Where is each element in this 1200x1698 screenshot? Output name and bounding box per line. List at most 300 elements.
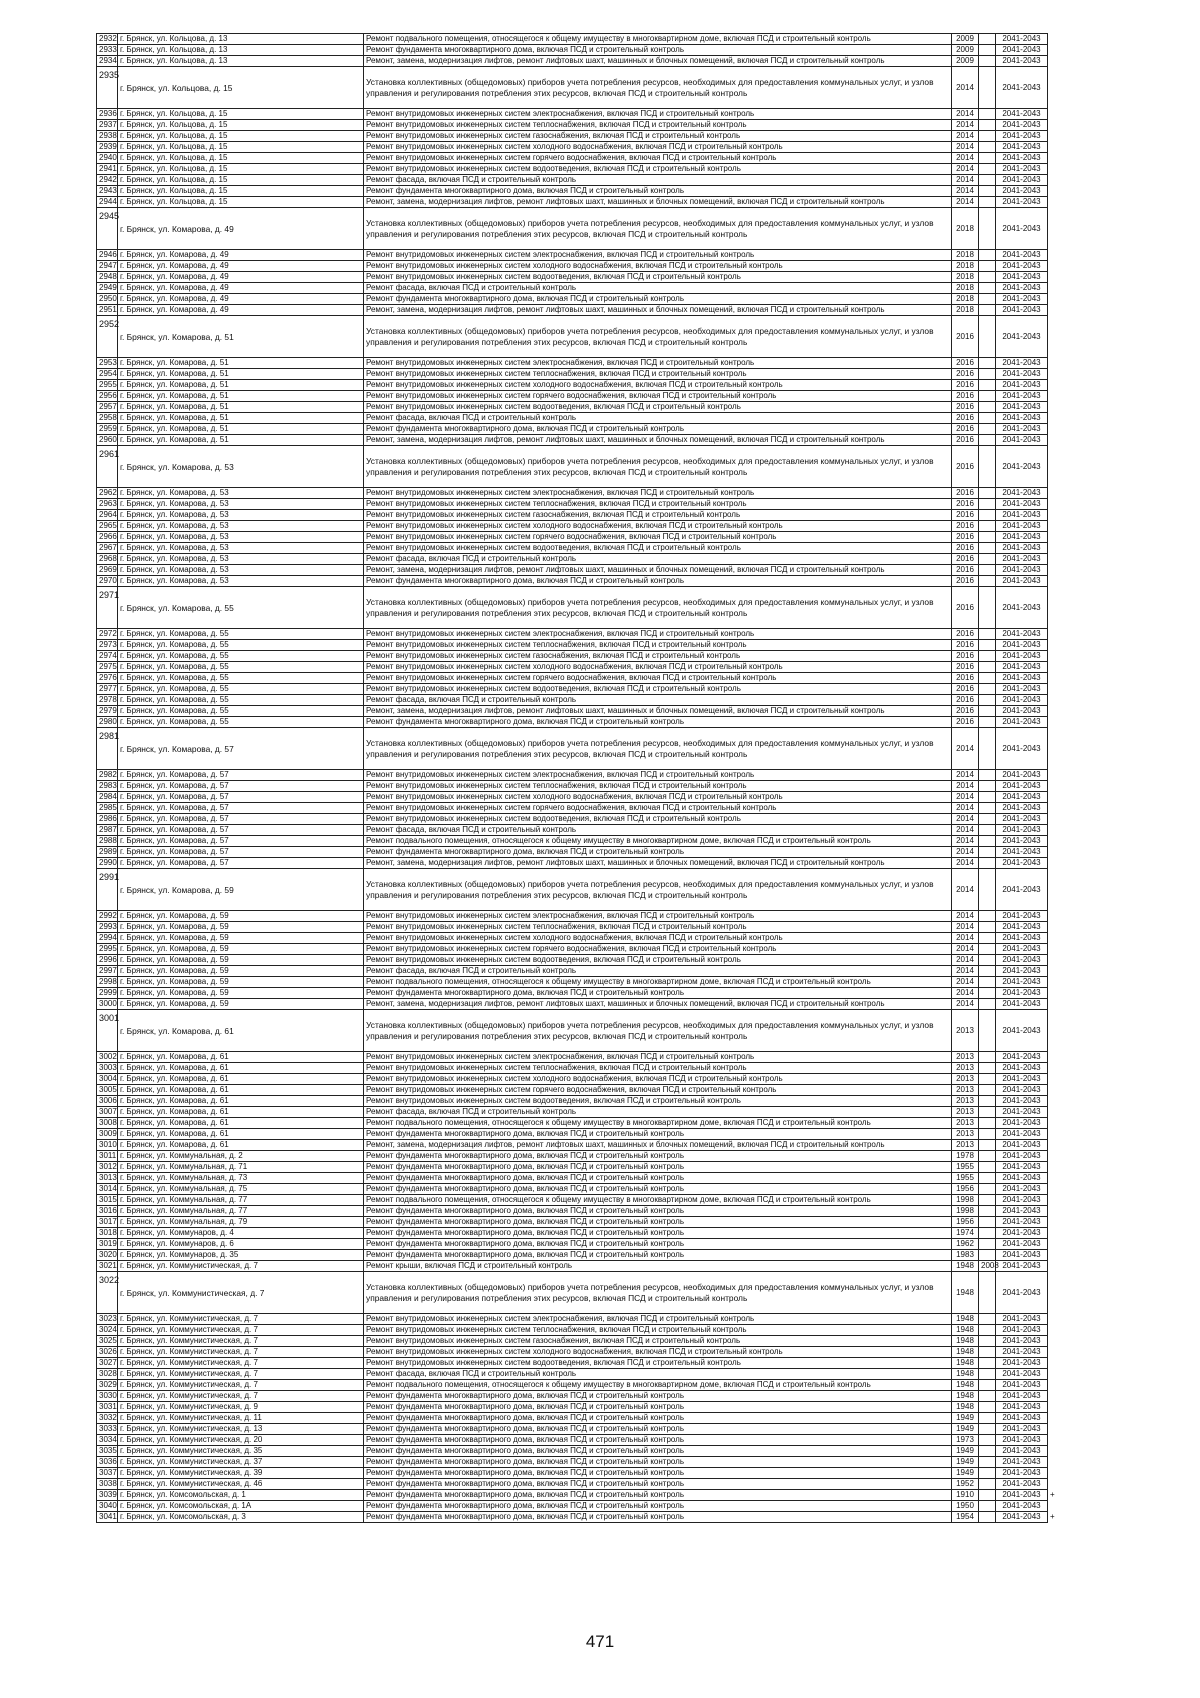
- margin-mark-cell: [1048, 186, 1157, 197]
- work-type-cell: Установка коллективных (общедомовых) приборов учета потребления ресурсов, необходимых для предоставления коммунальных услуг, и узлов управления и регулирования потребления этих ресурсов, включая ПСД и строительный контроль: [364, 728, 952, 770]
- margin-mark-cell: [1048, 1184, 1157, 1195]
- address-cell: г. Брянск, ул. Коммунистическая, д. 7: [118, 1380, 364, 1391]
- table-row: [97, 1435, 1157, 1446]
- address-cell: г. Брянск, ул. Коммунальная, д. 71: [118, 1162, 364, 1173]
- row-number-cell: 3030: [97, 1391, 118, 1402]
- margin-mark-cell: [1048, 45, 1157, 56]
- work-type-cell: Ремонт внутридомовых инженерных систем электроснабжения, включая ПСД и строительный контроль: [364, 1052, 952, 1063]
- address-cell: г. Брянск, ул. Кольцова, д. 15: [118, 120, 364, 131]
- planned-period-cell: 2041-2043: [996, 1151, 1048, 1162]
- repair-year-cell: [979, 1347, 996, 1358]
- build-year-cell: 1974: [952, 1228, 979, 1239]
- address-cell: г. Брянск, ул. Коммунальная, д. 77: [118, 1206, 364, 1217]
- work-type-cell: Ремонт внутридомовых инженерных систем холодного водоснабжения, включая ПСД и строительный контроль: [364, 521, 952, 532]
- margin-mark-cell: [1048, 814, 1157, 825]
- work-type-cell: Установка коллективных (общедомовых) приборов учета потребления ресурсов, необходимых для предоставления коммунальных услуг, и узлов управления и регулирования потребления этих ресурсов, включая ПСД и строительный контроль: [364, 67, 952, 109]
- build-year-cell: 1948: [952, 1402, 979, 1413]
- work-type-cell: Ремонт внутридомовых инженерных систем горячего водоснабжения, включая ПСД и строительный контроль: [364, 944, 952, 955]
- row-number-cell: 3000: [97, 999, 118, 1010]
- row-number-cell: 3022: [97, 1272, 118, 1314]
- table-row: [97, 1107, 1157, 1118]
- work-type-cell: Ремонт фасада, включая ПСД и строительный контроль: [364, 554, 952, 565]
- row-number-cell: 2997: [97, 966, 118, 977]
- row-number-cell: 3005: [97, 1085, 118, 1096]
- address-cell: г. Брянск, ул. Комарова, д. 51: [118, 402, 364, 413]
- margin-mark-cell: [1048, 1151, 1157, 1162]
- build-year-cell: 1956: [952, 1217, 979, 1228]
- build-year-cell: 2018: [952, 272, 979, 283]
- address-cell: г. Брянск, ул. Комарова, д. 59: [118, 988, 364, 999]
- work-type-cell: Ремонт внутридомовых инженерных систем холодного водоснабжения, включая ПСД и строительный контроль: [364, 380, 952, 391]
- work-type-cell: Ремонт внутридомовых инженерных систем теплоснабжения, включая ПСД и строительный контроль: [364, 922, 952, 933]
- build-year-cell: 2013: [952, 1052, 979, 1063]
- repair-year-cell: [979, 446, 996, 488]
- work-type-cell: Ремонт фундамента многоквартирного дома, включая ПСД и строительный контроль: [364, 576, 952, 587]
- planned-period-cell: 2041-2043: [996, 684, 1048, 695]
- work-type-cell: Ремонт внутридомовых инженерных систем электроснабжения, включая ПСД и строительный контроль: [364, 770, 952, 781]
- planned-period-cell: 2041-2043: [996, 1228, 1048, 1239]
- row-number-cell: 3036: [97, 1457, 118, 1468]
- build-year-cell: 2013: [952, 1085, 979, 1096]
- build-year-cell: 2016: [952, 554, 979, 565]
- repair-year-cell: [979, 1239, 996, 1250]
- repair-year-cell: [979, 1217, 996, 1228]
- margin-mark-cell: [1048, 922, 1157, 933]
- repair-year-cell: [979, 988, 996, 999]
- address-cell: г. Брянск, ул. Комарова, д. 49: [118, 283, 364, 294]
- planned-period-cell: 2041-2043: [996, 1162, 1048, 1173]
- address-cell: г. Брянск, ул. Комарова, д. 57: [118, 814, 364, 825]
- planned-period-cell: 2041-2043: [996, 153, 1048, 164]
- work-type-cell: Ремонт внутридомовых инженерных систем электроснабжения, включая ПСД и строительный контроль: [364, 911, 952, 922]
- repair-year-cell: [979, 966, 996, 977]
- table-row: [97, 1239, 1157, 1250]
- work-type-cell: Ремонт внутридомовых инженерных систем электроснабжения, включая ПСД и строительный контроль: [364, 250, 952, 261]
- table-row: [97, 1446, 1157, 1457]
- work-type-cell: Ремонт внутридомовых инженерных систем горячего водоснабжения, включая ПСД и строительный контроль: [364, 391, 952, 402]
- planned-period-cell: 2041-2043: [996, 1512, 1048, 1523]
- work-type-cell: Ремонт внутридомовых инженерных систем водоотведения, включая ПСД и строительный контроль: [364, 164, 952, 175]
- row-number-cell: 2948: [97, 272, 118, 283]
- row-number-cell: 2979: [97, 706, 118, 717]
- work-type-cell: Ремонт фундамента многоквартирного дома, включая ПСД и строительный контроль: [364, 1206, 952, 1217]
- margin-mark-cell: [1048, 358, 1157, 369]
- table-row: [97, 1217, 1157, 1228]
- margin-mark-cell: [1048, 1369, 1157, 1380]
- repair-year-cell: [979, 662, 996, 673]
- margin-mark-cell: [1048, 413, 1157, 424]
- margin-mark-cell: [1048, 435, 1157, 446]
- build-year-cell: 1948: [952, 1380, 979, 1391]
- table-row: [97, 922, 1157, 933]
- build-year-cell: 2009: [952, 56, 979, 67]
- work-type-cell: Ремонт фундамента многоквартирного дома, включая ПСД и строительный контроль: [364, 424, 952, 435]
- repair-year-cell: [979, 1118, 996, 1129]
- build-year-cell: 2013: [952, 1010, 979, 1052]
- margin-mark-cell: [1048, 131, 1157, 142]
- margin-mark-cell: [1048, 803, 1157, 814]
- margin-mark-cell: [1048, 988, 1157, 999]
- registry-sheet: [96, 33, 1156, 1523]
- work-type-cell: Ремонт подвального помещения, относящегося к общему имуществу в многоквартирном доме, включая ПСД и строительный контроль: [364, 1195, 952, 1206]
- work-type-cell: Ремонт, замена, модернизация лифтов, ремонт лифтовых шахт, машинных и блочных помещений, включая ПСД и строительный контроль: [364, 305, 952, 316]
- repair-year-cell: [979, 186, 996, 197]
- repair-year-cell: [979, 435, 996, 446]
- margin-mark-cell: [1048, 272, 1157, 283]
- row-number-cell: 2983: [97, 781, 118, 792]
- row-number-cell: 3026: [97, 1347, 118, 1358]
- work-type-cell: Ремонт фундамента многоквартирного дома, включая ПСД и строительный контроль: [364, 1512, 952, 1523]
- build-year-cell: 2016: [952, 446, 979, 488]
- margin-mark-cell: [1048, 911, 1157, 922]
- table-row: [97, 435, 1157, 446]
- table-body: [97, 34, 1157, 1523]
- planned-period-cell: 2041-2043: [996, 629, 1048, 640]
- row-number-cell: 3029: [97, 1380, 118, 1391]
- build-year-cell: 2014: [952, 728, 979, 770]
- work-type-cell: Ремонт фундамента многоквартирного дома, включая ПСД и строительный контроль: [364, 1424, 952, 1435]
- planned-period-cell: 2041-2043: [996, 1391, 1048, 1402]
- work-type-cell: Ремонт, замена, модернизация лифтов, ремонт лифтовых шахт, машинных и блочных помещений, включая ПСД и строительный контроль: [364, 1140, 952, 1151]
- margin-mark-cell: [1048, 283, 1157, 294]
- work-type-cell: Ремонт внутридомовых инженерных систем электроснабжения, включая ПСД и строительный контроль: [364, 1314, 952, 1325]
- build-year-cell: 2016: [952, 629, 979, 640]
- build-year-cell: 1948: [952, 1369, 979, 1380]
- row-number-cell: 2937: [97, 120, 118, 131]
- address-cell: г. Брянск, ул. Комарова, д. 51: [118, 413, 364, 424]
- work-type-cell: Установка коллективных (общедомовых) приборов учета потребления ресурсов, необходимых для предоставления коммунальных услуг, и узлов управления и регулирования потребления этих ресурсов, включая ПСД и строительный контроль: [364, 869, 952, 911]
- address-cell: г. Брянск, ул. Кольцова, д. 13: [118, 56, 364, 67]
- planned-period-cell: 2041-2043: [996, 858, 1048, 869]
- work-type-cell: Ремонт внутридомовых инженерных систем горячего водоснабжения, включая ПСД и строительный контроль: [364, 673, 952, 684]
- build-year-cell: 2014: [952, 858, 979, 869]
- repair-year-cell: [979, 1206, 996, 1217]
- build-year-cell: 2016: [952, 651, 979, 662]
- work-type-cell: Ремонт внутридомовых инженерных систем водоотведения, включая ПСД и строительный контроль: [364, 272, 952, 283]
- row-number-cell: 3018: [97, 1228, 118, 1239]
- address-cell: г. Брянск, ул. Комарова, д. 51: [118, 391, 364, 402]
- planned-period-cell: 2041-2043: [996, 316, 1048, 358]
- repair-year-cell: [979, 1195, 996, 1206]
- margin-mark-cell: [1048, 250, 1157, 261]
- table-row: [97, 1162, 1157, 1173]
- address-cell: г. Брянск, ул. Коммунистическая, д. 7: [118, 1314, 364, 1325]
- table-row: [97, 305, 1157, 316]
- build-year-cell: 2016: [952, 435, 979, 446]
- table-row: [97, 510, 1157, 521]
- address-cell: г. Брянск, ул. Коммунистическая, д. 9: [118, 1402, 364, 1413]
- address-cell: г. Брянск, ул. Коммунистическая, д. 13: [118, 1424, 364, 1435]
- repair-year-cell: [979, 56, 996, 67]
- margin-mark-cell: [1048, 1140, 1157, 1151]
- margin-mark-cell: [1048, 1325, 1157, 1336]
- row-number-cell: 2939: [97, 142, 118, 153]
- margin-mark-cell: [1048, 488, 1157, 499]
- repair-year-cell: [979, 45, 996, 56]
- address-cell: г. Брянск, ул. Комарова, д. 53: [118, 532, 364, 543]
- table-row: [97, 261, 1157, 272]
- planned-period-cell: 2041-2043: [996, 175, 1048, 186]
- margin-mark-cell: [1048, 1314, 1157, 1325]
- table-row: [97, 283, 1157, 294]
- margin-mark-cell: [1048, 1239, 1157, 1250]
- repair-year-cell: [979, 1085, 996, 1096]
- margin-mark-cell: [1048, 662, 1157, 673]
- work-type-cell: Ремонт фасада, включая ПСД и строительный контроль: [364, 1107, 952, 1118]
- build-year-cell: 2013: [952, 1118, 979, 1129]
- table-row: [97, 67, 1157, 109]
- address-cell: г. Брянск, ул. Комарова, д. 51: [118, 369, 364, 380]
- row-number-cell: 2978: [97, 695, 118, 706]
- planned-period-cell: 2041-2043: [996, 1325, 1048, 1336]
- address-cell: г. Брянск, ул. Коммунистическая, д. 35: [118, 1446, 364, 1457]
- build-year-cell: 2014: [952, 781, 979, 792]
- planned-period-cell: 2041-2043: [996, 640, 1048, 651]
- row-number-cell: 3010: [97, 1140, 118, 1151]
- repair-year-cell: [979, 120, 996, 131]
- build-year-cell: 2014: [952, 836, 979, 847]
- row-number-cell: 3013: [97, 1173, 118, 1184]
- row-number-cell: 2985: [97, 803, 118, 814]
- address-cell: г. Брянск, ул. Комарова, д. 55: [118, 684, 364, 695]
- row-number-cell: 2954: [97, 369, 118, 380]
- work-type-cell: Ремонт фундамента многоквартирного дома, включая ПСД и строительный контроль: [364, 1490, 952, 1501]
- table-row: [97, 1512, 1157, 1523]
- build-year-cell: 2013: [952, 1063, 979, 1074]
- repair-year-cell: [979, 1010, 996, 1052]
- table-row: [97, 1314, 1157, 1325]
- work-type-cell: Ремонт внутридомовых инженерных систем водоотведения, включая ПСД и строительный контроль: [364, 684, 952, 695]
- row-number-cell: 2969: [97, 565, 118, 576]
- row-number-cell: 3038: [97, 1479, 118, 1490]
- table-row: [97, 673, 1157, 684]
- margin-mark-cell: [1048, 1468, 1157, 1479]
- repair-year-cell: [979, 294, 996, 305]
- work-type-cell: Ремонт подвального помещения, относящегося к общему имуществу в многоквартирном доме, включая ПСД и строительный контроль: [364, 1118, 952, 1129]
- row-number-cell: 2938: [97, 131, 118, 142]
- repair-year-cell: [979, 1501, 996, 1512]
- work-type-cell: Ремонт фундамента многоквартирного дома, включая ПСД и строительный контроль: [364, 1457, 952, 1468]
- planned-period-cell: 2041-2043: [996, 651, 1048, 662]
- row-number-cell: 3020: [97, 1250, 118, 1261]
- row-number-cell: 2962: [97, 488, 118, 499]
- table-row: [97, 175, 1157, 186]
- repair-year-cell: [979, 543, 996, 554]
- address-cell: г. Брянск, ул. Комарова, д. 49: [118, 261, 364, 272]
- work-type-cell: Ремонт внутридомовых инженерных систем горячего водоснабжения, включая ПСД и строительный контроль: [364, 1085, 952, 1096]
- repair-year-cell: [979, 1413, 996, 1424]
- work-type-cell: Ремонт фундамента многоквартирного дома, включая ПСД и строительный контроль: [364, 1217, 952, 1228]
- table-row: [97, 1457, 1157, 1468]
- margin-mark-cell: [1048, 858, 1157, 869]
- margin-mark-cell: [1048, 67, 1157, 109]
- build-year-cell: 2014: [952, 153, 979, 164]
- work-type-cell: Ремонт внутридомовых инженерных систем холодного водоснабжения, включая ПСД и строительный контроль: [364, 933, 952, 944]
- build-year-cell: 2009: [952, 45, 979, 56]
- planned-period-cell: 2041-2043: [996, 272, 1048, 283]
- address-cell: г. Брянск, ул. Комарова, д. 59: [118, 955, 364, 966]
- address-cell: г. Брянск, ул. Коммунистическая, д. 20: [118, 1435, 364, 1446]
- build-year-cell: 2018: [952, 250, 979, 261]
- address-cell: г. Брянск, ул. Комарова, д. 59: [118, 999, 364, 1010]
- table-row: [97, 369, 1157, 380]
- build-year-cell: 2013: [952, 1096, 979, 1107]
- build-year-cell: 1948: [952, 1314, 979, 1325]
- build-year-cell: 2016: [952, 424, 979, 435]
- repair-year-cell: [979, 1468, 996, 1479]
- repair-year-cell: [979, 1512, 996, 1523]
- repair-year-cell: [979, 175, 996, 186]
- row-number-cell: 3006: [97, 1096, 118, 1107]
- margin-mark-cell: [1048, 825, 1157, 836]
- row-number-cell: 3037: [97, 1468, 118, 1479]
- planned-period-cell: 2041-2043: [996, 402, 1048, 413]
- build-year-cell: 2016: [952, 717, 979, 728]
- margin-mark-cell: [1048, 1195, 1157, 1206]
- build-year-cell: 1948: [952, 1358, 979, 1369]
- repair-year-cell: [979, 413, 996, 424]
- work-type-cell: Ремонт фасада, включая ПСД и строительный контроль: [364, 825, 952, 836]
- build-year-cell: 2016: [952, 499, 979, 510]
- planned-period-cell: 2041-2043: [996, 1261, 1048, 1272]
- address-cell: г. Брянск, ул. Комарова, д. 55: [118, 662, 364, 673]
- table-row: [97, 197, 1157, 208]
- margin-mark-cell: [1048, 1107, 1157, 1118]
- table-row: [97, 1272, 1157, 1314]
- address-cell: г. Брянск, ул. Комарова, д. 61: [118, 1010, 364, 1052]
- planned-period-cell: 2041-2043: [996, 510, 1048, 521]
- planned-period-cell: 2041-2043: [996, 847, 1048, 858]
- build-year-cell: 2018: [952, 294, 979, 305]
- margin-mark-cell: [1048, 629, 1157, 640]
- row-number-cell: 2947: [97, 261, 118, 272]
- work-type-cell: Ремонт фундамента многоквартирного дома, включая ПСД и строительный контроль: [364, 294, 952, 305]
- planned-period-cell: 2041-2043: [996, 1424, 1048, 1435]
- address-cell: г. Брянск, ул. Комарова, д. 57: [118, 847, 364, 858]
- repair-year-cell: [979, 358, 996, 369]
- work-type-cell: Ремонт, замена, модернизация лифтов, ремонт лифтовых шахт, машинных и блочных помещений, включая ПСД и строительный контроль: [364, 706, 952, 717]
- planned-period-cell: 2041-2043: [996, 1129, 1048, 1140]
- row-number-cell: 2996: [97, 955, 118, 966]
- work-type-cell: Ремонт внутридомовых инженерных систем холодного водоснабжения, включая ПСД и строительный контроль: [364, 1347, 952, 1358]
- repair-year-cell: [979, 695, 996, 706]
- planned-period-cell: 2041-2043: [996, 1457, 1048, 1468]
- repair-year-cell: [979, 1402, 996, 1413]
- work-type-cell: Ремонт фасада, включая ПСД и строительный контроль: [364, 413, 952, 424]
- row-number-cell: 2986: [97, 814, 118, 825]
- repair-year-cell: [979, 1162, 996, 1173]
- repair-year-cell: [979, 1129, 996, 1140]
- address-cell: г. Брянск, ул. Кольцова, д. 13: [118, 34, 364, 45]
- repair-year-cell: [979, 1184, 996, 1195]
- build-year-cell: 1952: [952, 1479, 979, 1490]
- margin-mark-cell: [1048, 369, 1157, 380]
- table-row: [97, 944, 1157, 955]
- address-cell: г. Брянск, ул. Комарова, д. 49: [118, 294, 364, 305]
- planned-period-cell: 2041-2043: [996, 413, 1048, 424]
- margin-mark-cell: [1048, 153, 1157, 164]
- build-year-cell: 2016: [952, 391, 979, 402]
- planned-period-cell: 2041-2043: [996, 369, 1048, 380]
- table-row: [97, 1118, 1157, 1129]
- repair-year-cell: [979, 836, 996, 847]
- address-cell: г. Брянск, ул. Коммунальная, д. 77: [118, 1195, 364, 1206]
- table-row: [97, 1380, 1157, 1391]
- work-type-cell: Ремонт внутридомовых инженерных систем газоснабжения, включая ПСД и строительный контроль: [364, 131, 952, 142]
- repair-year-cell: 2008: [979, 1261, 996, 1272]
- planned-period-cell: 2041-2043: [996, 576, 1048, 587]
- row-number-cell: 2941: [97, 164, 118, 175]
- planned-period-cell: 2041-2043: [996, 521, 1048, 532]
- build-year-cell: 2014: [952, 944, 979, 955]
- row-number-cell: 3024: [97, 1325, 118, 1336]
- table-row: [97, 1096, 1157, 1107]
- work-type-cell: Ремонт внутридомовых инженерных систем теплоснабжения, включая ПСД и строительный контроль: [364, 640, 952, 651]
- work-type-cell: Установка коллективных (общедомовых) приборов учета потребления ресурсов, необходимых для предоставления коммунальных услуг, и узлов управления и регулирования потребления этих ресурсов, включая ПСД и строительный контроль: [364, 208, 952, 250]
- address-cell: г. Брянск, ул. Кольцова, д. 15: [118, 175, 364, 186]
- address-cell: г. Брянск, ул. Комарова, д. 53: [118, 446, 364, 488]
- margin-mark-cell: [1048, 391, 1157, 402]
- table-row: [97, 770, 1157, 781]
- repair-year-cell: [979, 1479, 996, 1490]
- row-number-cell: 2974: [97, 651, 118, 662]
- repair-year-cell: [979, 684, 996, 695]
- address-cell: г. Брянск, ул. Комарова, д. 49: [118, 272, 364, 283]
- margin-mark-cell: [1048, 781, 1157, 792]
- address-cell: г. Брянск, ул. Комарова, д. 53: [118, 510, 364, 521]
- planned-period-cell: 2041-2043: [996, 869, 1048, 911]
- repair-year-cell: [979, 67, 996, 109]
- build-year-cell: 1948: [952, 1261, 979, 1272]
- build-year-cell: 1949: [952, 1424, 979, 1435]
- build-year-cell: 2014: [952, 869, 979, 911]
- build-year-cell: 1948: [952, 1272, 979, 1314]
- row-number-cell: 3003: [97, 1063, 118, 1074]
- planned-period-cell: 2041-2043: [996, 1107, 1048, 1118]
- build-year-cell: 1949: [952, 1413, 979, 1424]
- work-type-cell: Ремонт фундамента многоквартирного дома, включая ПСД и строительный контроль: [364, 1228, 952, 1239]
- planned-period-cell: 2041-2043: [996, 164, 1048, 175]
- repair-year-cell: [979, 944, 996, 955]
- table-row: [97, 847, 1157, 858]
- work-type-cell: Ремонт внутридомовых инженерных систем водоотведения, включая ПСД и строительный контроль: [364, 402, 952, 413]
- address-cell: г. Брянск, ул. Комарова, д. 55: [118, 717, 364, 728]
- table-row: [97, 272, 1157, 283]
- planned-period-cell: 2041-2043: [996, 1435, 1048, 1446]
- address-cell: г. Брянск, ул. Комарова, д. 51: [118, 380, 364, 391]
- planned-period-cell: 2041-2043: [996, 1217, 1048, 1228]
- build-year-cell: 1948: [952, 1347, 979, 1358]
- work-type-cell: Ремонт фундамента многоквартирного дома, включая ПСД и строительный контроль: [364, 988, 952, 999]
- address-cell: г. Брянск, ул. Комарова, д. 53: [118, 554, 364, 565]
- build-year-cell: 1950: [952, 1501, 979, 1512]
- work-type-cell: Ремонт фундамента многоквартирного дома, включая ПСД и строительный контроль: [364, 45, 952, 56]
- work-type-cell: Ремонт, замена, модернизация лифтов, ремонт лифтовых шахт, машинных и блочных помещений, включая ПСД и строительный контроль: [364, 565, 952, 576]
- planned-period-cell: 2041-2043: [996, 1413, 1048, 1424]
- table-row: [97, 250, 1157, 261]
- address-cell: г. Брянск, ул. Комарова, д. 55: [118, 640, 364, 651]
- row-number-cell: 2982: [97, 770, 118, 781]
- margin-mark-cell: [1048, 955, 1157, 966]
- table-row: [97, 1140, 1157, 1151]
- margin-mark-cell: [1048, 770, 1157, 781]
- build-year-cell: 2014: [952, 120, 979, 131]
- row-number-cell: 3002: [97, 1052, 118, 1063]
- margin-mark-cell: [1048, 1206, 1157, 1217]
- margin-mark-cell: [1048, 294, 1157, 305]
- address-cell: г. Брянск, ул. Комарова, д. 51: [118, 316, 364, 358]
- planned-period-cell: 2041-2043: [996, 305, 1048, 316]
